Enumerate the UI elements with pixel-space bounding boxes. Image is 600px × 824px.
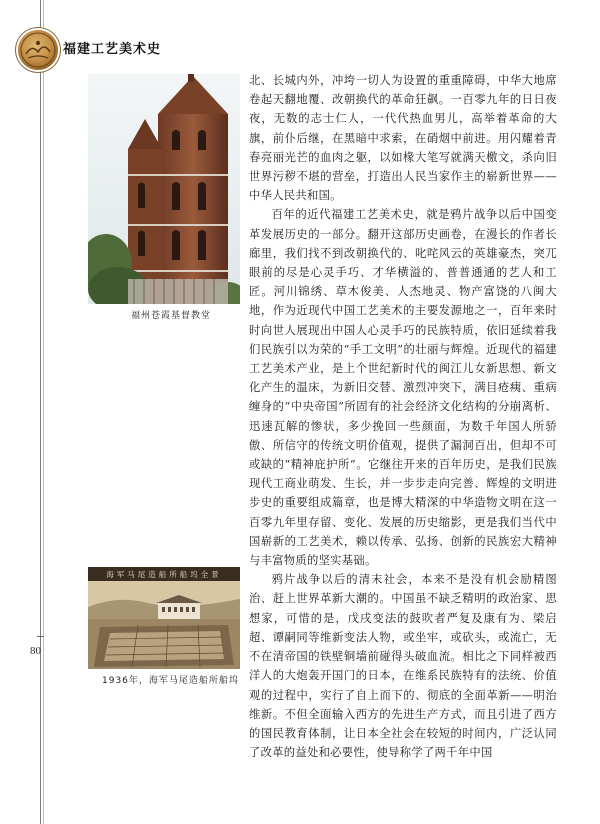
shipyard-photo — [88, 567, 240, 669]
shipyard-photo-inscription: 海军马尾造船所船坞全景 — [106, 570, 222, 579]
page-number: 80 — [30, 645, 41, 657]
emblem-icon — [18, 30, 58, 70]
church-photo — [88, 74, 240, 304]
shipyard-photo-caption: 1936年，海军马尾造船所船坞 — [102, 676, 239, 686]
church-photo-caption: 福州苍霞基督教堂 — [131, 311, 212, 321]
paragraph-1: 北、长城内外，冲垮一切人为设置的重重障碍，中华大地席卷起天翻地覆、改朝换代的革命狂飙。一百零九年的日日夜夜，无数的志士仁人，一代代热血男儿，高举着革命的大旗，前仆后继，在黑暗中求索，在硝烟中前进。用闪耀着青春亮丽光芒的血肉之躯，以如椽大笔写就满天檄文，杀向旧世界污秽不堪的营垒，打造出人民当家作主的崭新世界——中华人民共和国。 — [249, 74, 557, 203]
paragraph-3: 鸦片战争以后的清末社会，本来不是没有机会励精图治、赶上世界革新大潮的。中国虽不缺乏精明的政治家、思想家，可惜的是，戊戌变法的鼓吹者严复及康有为、梁启超、谭嗣同等维新变法人物，或坐牢，或砍头，或流亡，无不在清帝国的铁壁铜墙前碰得头破血流。相比之下同样被西洋人的大炮轰开国门的日本，在维系民族特有的法统、价值观的过程中，实行了自上而下的、彻底的全面革新——明治维新。不但全面输入西方的先进生产方式，而且引进了西方的国民教育体制，让日本全社会在较短的时间内，广泛认同了改革的益处和必要性，使导称学了两千年中国 — [249, 573, 557, 760]
margin-rule-inner — [43, 0, 44, 824]
book-title: 福建工艺美术史 — [63, 42, 162, 57]
paragraph-2: 百年的近代福建工艺美术史，就是鸦片战争以后中国变革发展历史的一部分。翻开这部历史画卷，在漫长的作者长廊里，我们找不到改朝换代的、叱咤风云的英雄豪杰，突兀眼前的尽是心灵手巧、才华横溢的、普普通通的艺人和工匠。河川锦绣、草木俊美、人杰地灵、物产富饶的八闽大地，作为近现代中国工艺美术的主要发源地之一，百年来时时向世人展现出中国人心灵手巧的民族特质，依旧延续着我们民族引以为荣的“手工文明”的壮丽与辉煌。近现代的福建工艺美术产业，是上个世纪新时代的闽江儿女新思想、新文化产生的温床，为新旧交替、激烈冲突下，满目疮痍、重病缠身的“中央帝国”所固有的社会经济文化结构的分崩离析、迅速瓦解的惨状，多少挽回一些颜面，为数千年国人所骄傲、所信守的传统文明价值观，提供了漏洞百出，但却不可或缺的“精神庇护所”。它继往开来的百年历史，是我们民族现代工商业萌发、生长，并一步步走向完善、辉煌的文明进步史的重要组成篇章，也是博大精深的中华造物文明在这一百零九年里存留、变化、发展的历史缩影，更是我们当代中国崭新的工艺美术，赖以传承、弘扬、创新的民族宏大精神与丰富物质的坚实基础。 — [249, 208, 557, 568]
margin-rule — [40, 0, 41, 824]
body-text — [249, 71, 557, 762]
page-number-tick — [37, 636, 44, 637]
